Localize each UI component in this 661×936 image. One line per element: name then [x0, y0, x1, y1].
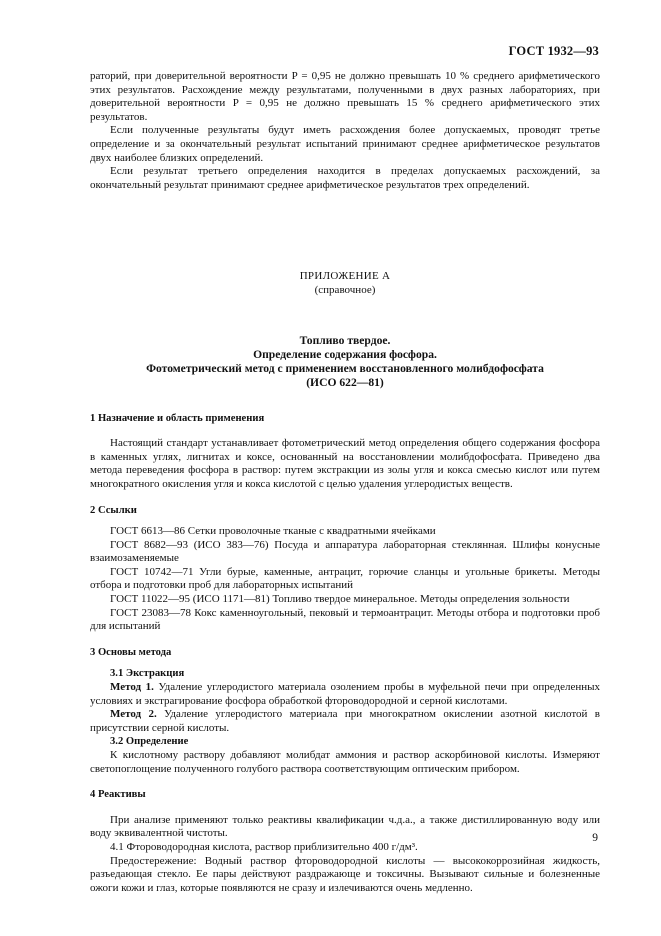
title-line-4: (ИСО 622—81)	[306, 375, 384, 389]
title-line-1: Топливо твердое.	[299, 333, 391, 347]
reference-item: ГОСТ 6613—86 Сетки проволочные тканые с квадратными ячейками	[110, 525, 436, 538]
method-2-label: Метод 2.	[110, 708, 157, 721]
title-line-3: Фотометрический метод с применением восстановленного молибдофосфата	[146, 361, 544, 375]
reference-item: ГОСТ 8682—93 (ИСО 383—76) Посуда и аппаратура лабораторная стеклянная. Шлифы конусные взаимозаменяемые	[90, 538, 600, 565]
subsection-3-2-heading: 3.2 Определение	[110, 736, 189, 748]
appendix-title	[90, 334, 600, 390]
method-1-paragraph	[90, 681, 600, 708]
reference-item: ГОСТ 11022—95 (ИСО 1171—81) Топливо твердое минеральное. Методы определения зольности	[110, 593, 570, 606]
section-1-text: Настоящий стандарт устанавливает фотометрический метод определения общего содержания фосфора в каменных углях, лигнитах и коксе, основанный на восстановлении молибдофосфата. Приведено два метода переведения фосфора в раствор: путем экстракции из золы угля и кокса смесью кислот или путем многократного окисления угля и кокса кислотой с целью удаления углеродистых веществ.	[90, 437, 600, 490]
method-1-text: Удаление углеродистого материала озолением пробы в муфельной печи при определенных условиях и экстрагирование фосфора обработкой фтороводородной и серной кислотами.	[90, 681, 600, 707]
appendix-label: ПРИЛОЖЕНИЕ А	[299, 270, 391, 283]
section-2-heading: 2 Ссылки	[90, 504, 137, 516]
section-3-heading: 3 Основы метода	[90, 646, 172, 658]
section-1-heading: 1 Назначение и область применения	[90, 412, 265, 424]
paragraph-third-determination: Если полученные результаты будут иметь расхождения более допускаемых, проводят третье определение и за окончательный результат испытаний принимают среднее арифметическое результатов двух наиболее близких определений.	[90, 124, 600, 164]
page-number: 9	[592, 832, 598, 844]
reference-item: ГОСТ 23083—78 Кокс каменноугольный, пековый и термоантрацит. Методы отбора и подготовки проб для испытаний	[90, 606, 600, 633]
appendix-note: (справочное)	[314, 283, 376, 296]
continued-paragraph: раторий, при доверительной вероятности P = 0,95 не должно превышать 10 % среднего арифметического этих результатов. Расхождение между результатами, полученными в двух разных лабораториях, при доверительной вероятности P = 0,95 не должно превышать 15 % среднего арифметического этих результатов.	[90, 70, 600, 123]
document-code-header: ГОСТ 1932—93	[508, 44, 599, 58]
section-4-text: При анализе применяют только реактивы квалификации ч.д.а., а также дистиллированную воду или воду эквивалентной чистоты.	[90, 813, 600, 840]
title-line-2: Определение содержания фосфора.	[253, 347, 437, 361]
method-1-label: Метод 1.	[110, 681, 154, 694]
warning-paragraph: Предостережение: Водный раствор фтороводородной кислоты — высококоррозийная жидкость, разъедающая стекло. Ее пары действуют раздражающе и токсичны. Вызывают сильные и болезненные ожоги кожи и глаз, которые появляются не сразу и излечиваются очень медленно.	[90, 854, 600, 894]
method-2-text: Удаление углеродистого материала при многократном окислении азотной кислотой в присутствии серной кислоты.	[90, 708, 600, 734]
section-4-heading: 4 Реактивы	[90, 789, 146, 801]
page-content	[90, 70, 600, 895]
subsection-3-1-heading: 3.1 Экстракция	[110, 668, 185, 680]
reference-item: ГОСТ 10742—71 Угли бурые, каменные, антрацит, горючие сланцы и угольные брикеты. Методы отбора и подготовки проб для лабораторных испытаний	[90, 565, 600, 592]
paragraph-final-result: Если результат третьего определения находится в пределах допускаемых расхождений, за окончательный результат принимают среднее арифметическое результатов трех определений.	[90, 165, 600, 191]
subsection-3-2-text: К кислотному раствору добавляют молибдат аммония и раствор аскорбиновой кислоты. Измеряют светопоглощение полученного голубого раствора соответствующим оптическим прибором.	[90, 749, 600, 775]
reagent-4-1: 4.1 Фтороводородная кислота, раствор приблизительно 400 г/дм³.	[110, 840, 418, 853]
method-2-paragraph	[90, 708, 600, 735]
